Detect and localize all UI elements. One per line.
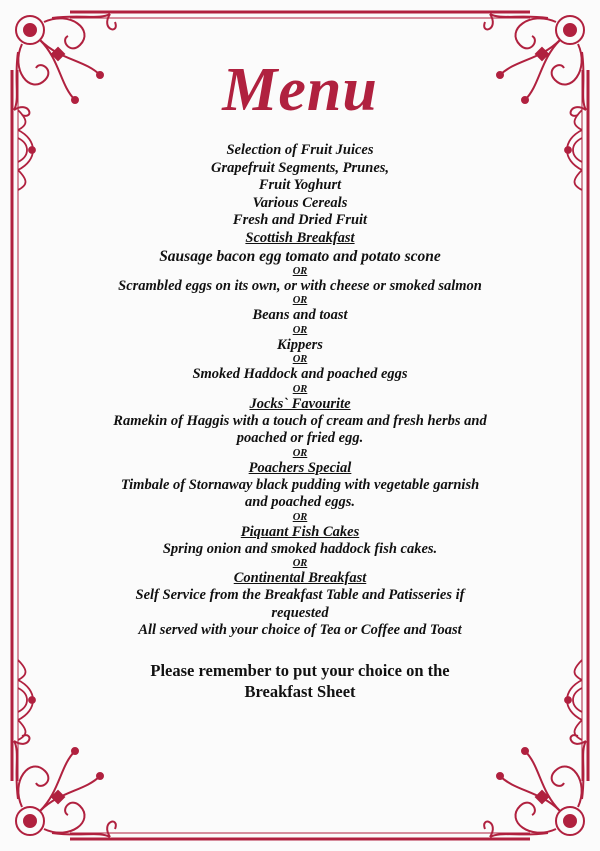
poachers-description: Timbale of Stornaway black pudding with vegetable garnish [120,476,480,493]
or-separator: OR [292,295,308,306]
intro-item: Various Cereals [252,194,348,211]
scottish-option: Beans and toast [252,307,348,323]
intro-item: Grapefruit Segments, Prunes, [210,159,390,176]
scottish-option: Smoked Haddock and poached eggs [192,366,408,382]
poachers-special-heading: Poachers Special [248,459,352,476]
scottish-option: Sausage bacon egg tomato and potato scone [159,247,441,265]
piquant-fish-cakes-heading: Piquant Fish Cakes [240,523,360,540]
jocks-description: Ramekin of Haggis with a touch of cream and fresh herbs and [113,412,487,429]
or-separator: OR [292,354,308,365]
or-separator: OR [292,511,308,523]
scottish-breakfast-heading: Scottish Breakfast [245,229,355,246]
menu-content [60,56,540,702]
jocks-description: poached or fried egg. [236,430,364,446]
scottish-option: Scrambled eggs on its own, or with cheese or smoked salmon [118,277,482,294]
continental-description: requested [271,604,329,621]
scottish-option: Kippers [277,336,323,353]
or-separator: OR [292,324,308,336]
jocks-favourite-heading: Jocks` Favourite [249,395,351,412]
fishcakes-description: Spring onion and smoked haddock fish cakes. [162,540,438,557]
corner-ornament-bottom-left [14,735,116,837]
reminder-text: Please remember to put your choice on the [150,660,450,680]
side-ornament-left-upper [18,110,35,190]
side-ornament-right-upper [565,110,582,190]
menu-title: Menu [222,56,378,124]
poachers-description: and poached eggs. [245,494,355,510]
continental-breakfast-heading: Continental Breakfast [233,570,367,586]
served-with-note: All served with your choice of Tea or Coffee and Toast [138,622,462,638]
or-separator: OR [292,383,308,395]
intro-item: Fresh and Dried Fruit [232,212,368,228]
or-separator: OR [292,265,308,277]
side-ornament-right-lower [565,660,582,740]
side-ornament-left-lower [18,660,35,740]
intro-item: Fruit Yoghurt [258,177,342,193]
or-separator: OR [292,558,308,569]
intro-item: Selection of Fruit Juices [226,142,374,158]
continental-description: Self Service from the Breakfast Table and Patisseries if [135,587,465,603]
reminder-text: Breakfast Sheet [244,681,356,701]
corner-ornament-bottom-right [484,735,586,837]
or-separator: OR [292,447,308,459]
